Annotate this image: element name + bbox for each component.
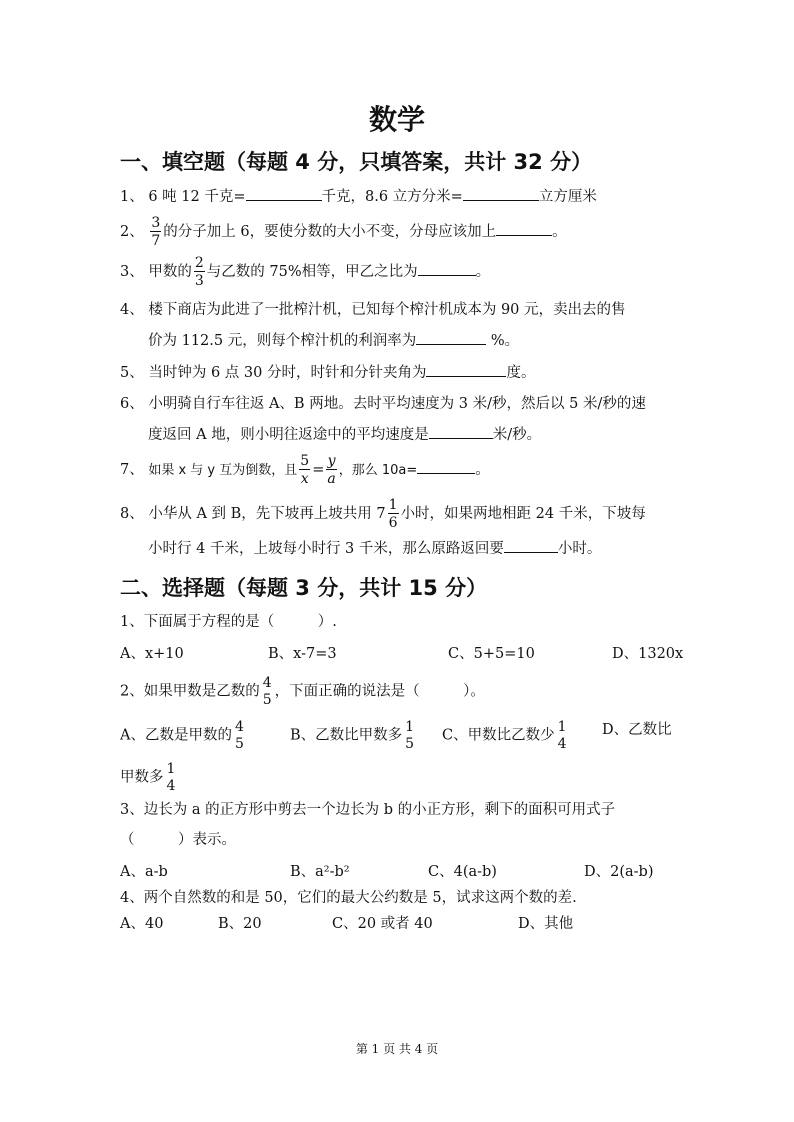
fraction: $\frac{2}{3}$ [194,255,204,289]
q1-text-c: 立方厘米 [538,189,597,205]
s1-question-8-line1: 8、 小华从 A 到 B，先下坡再上坡共用 7 $\frac{1}{6}$ 小时，如果两地相距 24 千米，下坡每 [120,497,646,531]
option-c[interactable]: C、20 或者 40 [332,916,433,932]
option-b[interactable]: B、x-7=3 [268,646,337,662]
option-d-continued[interactable]: 甲数多 1 4 [120,761,176,794]
q-num: 2、 [120,224,144,240]
answer-blank[interactable] [504,538,558,553]
q-num: 8、 [120,506,144,522]
q-num: 7、 [120,462,144,478]
answer-blank[interactable] [429,424,493,439]
q-num: 4、 [120,302,144,318]
fraction: 4 5 [262,675,272,708]
s1-question-6-line1: 6、 小明骑自行车往返 A、B 两地。去时平均速度为 3 米/秒，然后以 5 米/秒的速 [120,396,646,412]
option-c[interactable]: C、甲数比乙数少 1 4 [442,719,567,752]
q2-text: 的分子加上 6，要使分数的大小不变，分母应该加上 [163,224,497,240]
section1-heading: 一、填空题（每题 4 分，只填答案，共计 32 分） [120,150,593,174]
fraction: 1 4 [557,719,567,752]
option-b[interactable]: B、a²-b² [290,864,350,880]
s1-question-5: 5、 当时钟为 6 点 30 分时，时针和分针夹角为 度。 [120,362,535,383]
answer-blank[interactable] [416,330,486,345]
fraction: $\frac{1}{6}$ [388,497,398,531]
option-a[interactable]: A、乙数是甲数的 4 5 [120,719,244,752]
answer-blank[interactable] [496,221,552,236]
s2-question-1-stem: 1、下面属于方程的是（ ）. [120,614,337,630]
fraction: 1 5 [405,719,415,752]
s2-question-2-stem: 2、如果甲数是乙数的 4 5 ，下面正确的说法是（ ）。 [120,675,485,708]
fraction: $\frac{y}{a}$ [327,453,336,487]
option-c[interactable]: C、4(a-b) [428,864,497,880]
option-a[interactable]: A、x+10 [120,646,184,662]
q-num: 5、 [120,365,144,381]
option-a[interactable]: A、40 [120,916,164,932]
s2-question-3-line1: 3、边长为 a 的正方形中剪去一个边长为 b 的小正方形，剩下的面积可用式子 [120,802,616,818]
s1-question-2: 2、 $\frac{3}{7}$ 的分子加上 6，要使分数的大小不变，分母应该加上 。 [120,215,567,249]
s1-question-6-line2: 度返回 A 地，则小明往返途中的平均速度是 米/秒。 [148,424,541,445]
answer-blank[interactable] [418,261,476,276]
option-a[interactable]: A、a-b [120,864,168,880]
option-d[interactable]: D、1320x [612,646,684,662]
q-num: 3、 [120,264,144,280]
fraction: $\frac{5}{x}$ [300,453,310,487]
answer-blank[interactable] [426,362,506,377]
s1-question-8-line2: 小时行 4 千米，上坡每小时行 3 千米，那么原路返回要 小时。 [148,538,601,559]
s1-question-4-line2: 价为 112.5 元，则每个榨汁机的利润率为 %。 [148,330,519,351]
s2-question-3-line2: （ ）表示。 [120,832,236,848]
fraction: 4 5 [234,719,244,752]
section2-heading: 二、选择题（每题 3 分，共计 15 分） [120,576,488,600]
q1-text-a: 6 吨 12 千克= [148,189,246,205]
option-d[interactable]: D、乙数比 [602,722,672,738]
answer-blank[interactable] [417,459,475,474]
fraction: 1 4 [166,761,176,794]
q1-text-b: 千克，8.6 立方分米= [321,189,463,205]
s1-question-1 [120,186,597,207]
answer-blank[interactable] [463,186,539,201]
q-num: 1、 [120,189,144,205]
fraction: $\frac{3}{7}$ [151,215,161,249]
option-b[interactable]: B、20 [218,916,262,932]
option-d[interactable]: D、2(a-b) [584,864,654,880]
s2-question-4-stem: 4、两个自然数的和是 50，它们的最大公约数是 5，试求这两个数的差. [120,890,577,906]
s1-question-3: 3、 甲数的 $\frac{2}{3}$ 与乙数的 75%相等，甲乙之比为 。 [120,255,491,289]
page-footer: 第 1 页 共 4 页 [355,1042,439,1056]
option-d[interactable]: D、其他 [518,916,574,932]
q-num: 6、 [120,396,144,412]
s1-question-7: 7、 如果 x 与 y 互为倒数，且 $\frac{5}{x}$ = $\frac{y}{a}$ ，那么 10a= 。 [120,453,490,487]
s1-question-4-line1: 4、 楼下商店为此进了一批榨汁机，已知每个榨汁机成本为 90 元，卖出去的售 [120,302,626,318]
page-title: 数学 [368,103,425,136]
answer-blank[interactable] [246,186,322,201]
option-c[interactable]: C、5+5=10 [448,646,535,662]
option-b[interactable]: B、乙数比甲数多 1 5 [290,719,415,752]
